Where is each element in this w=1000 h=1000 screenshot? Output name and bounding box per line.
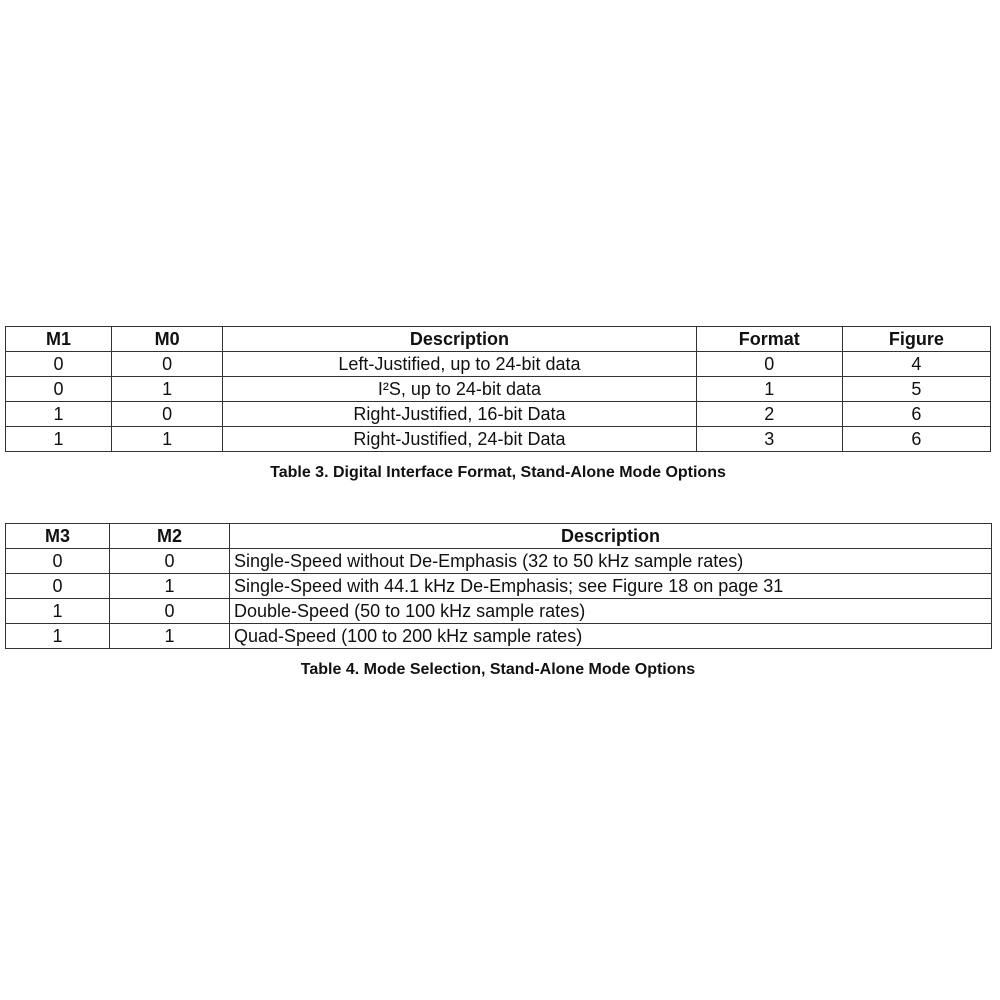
cell-m3: 1 <box>6 624 110 649</box>
header-m1: M1 <box>6 327 112 352</box>
cell-description: Double-Speed (50 to 100 kHz sample rates) <box>230 599 992 624</box>
table-row <box>6 352 991 377</box>
cell-m1: 0 <box>6 377 112 402</box>
cell-figure: 6 <box>842 402 990 427</box>
cell-description: I²S, up to 24-bit data <box>223 377 696 402</box>
cell-m3: 0 <box>6 574 110 599</box>
table-row <box>6 402 991 427</box>
table-row <box>6 574 992 599</box>
mode-selection-table <box>5 523 992 649</box>
cell-m1: 1 <box>6 427 112 452</box>
header-description: Description <box>230 524 992 549</box>
cell-m0: 1 <box>112 377 223 402</box>
table-row <box>6 377 991 402</box>
table-header-row <box>6 327 991 352</box>
digital-interface-format-table <box>5 326 991 452</box>
cell-m0: 0 <box>112 402 223 427</box>
cell-description: Right-Justified, 16-bit Data <box>223 402 696 427</box>
cell-description: Right-Justified, 24-bit Data <box>223 427 696 452</box>
cell-m1: 1 <box>6 402 112 427</box>
table-3-caption: Table 3. Digital Interface Format, Stand-Alone Mode Options <box>270 464 726 481</box>
cell-m2: 1 <box>110 574 230 599</box>
cell-description: Single-Speed without De-Emphasis (32 to 50 kHz sample rates) <box>230 549 992 574</box>
cell-description: Left-Justified, up to 24-bit data <box>223 352 696 377</box>
cell-m2: 0 <box>110 549 230 574</box>
cell-figure: 6 <box>842 427 990 452</box>
cell-m2: 1 <box>110 624 230 649</box>
cell-m3: 1 <box>6 599 110 624</box>
table-header-row <box>6 524 992 549</box>
cell-format: 0 <box>696 352 842 377</box>
header-format: Format <box>696 327 842 352</box>
cell-m1: 0 <box>6 352 112 377</box>
cell-figure: 5 <box>842 377 990 402</box>
header-description: Description <box>223 327 696 352</box>
table-row <box>6 624 992 649</box>
table-4-caption: Table 4. Mode Selection, Stand-Alone Mode Options <box>300 661 696 678</box>
cell-format: 1 <box>696 377 842 402</box>
cell-m2: 0 <box>110 599 230 624</box>
cell-figure: 4 <box>842 352 990 377</box>
cell-description: Quad-Speed (100 to 200 kHz sample rates) <box>230 624 992 649</box>
table-row <box>6 599 992 624</box>
header-m3: M3 <box>6 524 110 549</box>
cell-format: 2 <box>696 402 842 427</box>
cell-description: Single-Speed with 44.1 kHz De-Emphasis; see Figure 18 on page 31 <box>230 574 992 599</box>
header-figure: Figure <box>842 327 990 352</box>
header-m2: M2 <box>110 524 230 549</box>
cell-m0: 0 <box>112 352 223 377</box>
header-m0: M0 <box>112 327 223 352</box>
cell-m3: 0 <box>6 549 110 574</box>
cell-m0: 1 <box>112 427 223 452</box>
table-row <box>6 549 992 574</box>
table-row <box>6 427 991 452</box>
cell-format: 3 <box>696 427 842 452</box>
